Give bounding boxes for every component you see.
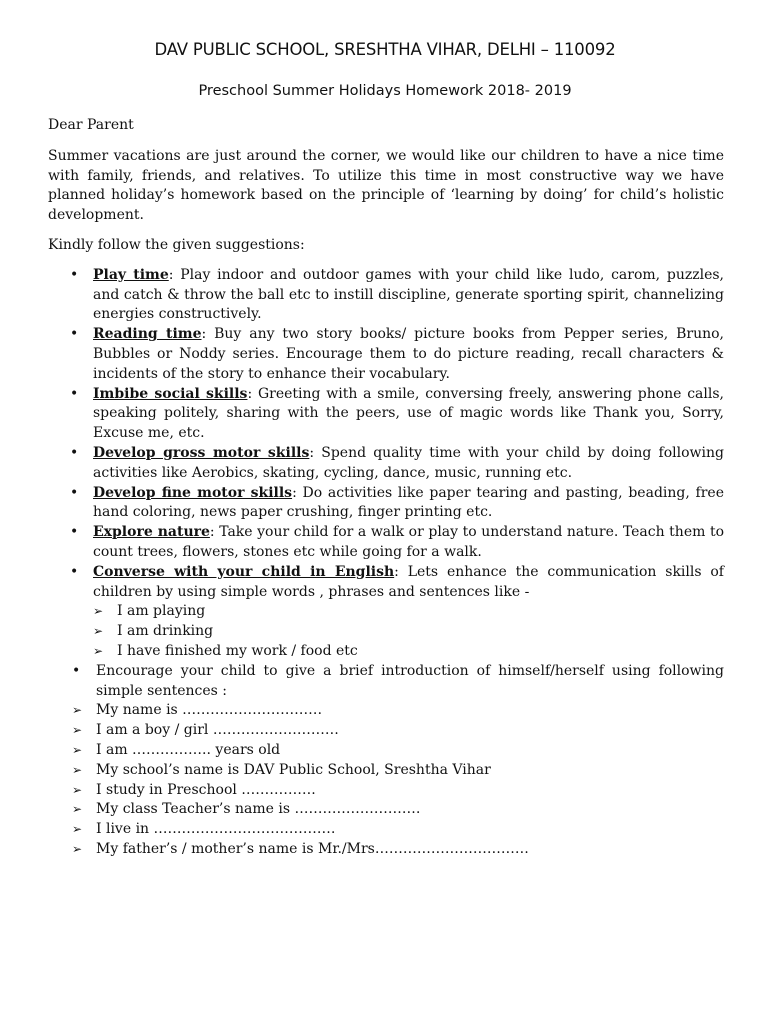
arrow-bullet-icon: ➢ [93, 643, 104, 658]
item-text: : Play indoor and outdoor games with your child like ludo, carom, puzzles, and catch & throw the ball etc to instill discipline, generate sporting spirit, channelizing energies constructively. [93, 266, 725, 323]
item-heading: Explore nature [93, 524, 210, 541]
list-item: ➢ I am drinking [48, 622, 724, 642]
document-title: DAV PUBLIC SCHOOL, SRESHTHA VIHAR, DELHI – 110092 [154, 40, 616, 59]
item-text: : Spend quality time with your child by doing following activities like Aerobics, skating, cycling, dance, music, running etc. [93, 444, 724, 481]
letter-body [48, 116, 724, 860]
item-text: : Take your child for a walk or play to understand nature. Teach them to count trees, flowers, stones etc while going for a walk. [93, 524, 724, 560]
arrow-bullet-icon: ➢ [72, 802, 83, 817]
list-item [48, 325, 724, 384]
arrow-bullet-icon: ➢ [72, 762, 83, 777]
item-text: Encourage your child to give a brief introduction of himself/herself using following simple sentences : [96, 662, 724, 699]
arrow-bullet-icon: ➢ [72, 703, 83, 718]
introduction-sentences-list [48, 701, 724, 859]
list-item [48, 385, 724, 444]
english-examples-list [48, 602, 724, 661]
item-heading: Converse with your child in English [93, 563, 395, 580]
list-item: ➢ I live in ………………………………… [48, 820, 724, 840]
arrow-bullet-icon: ➢ [72, 841, 83, 856]
item-heading: Reading time [93, 326, 202, 343]
item-heading: Play time [93, 266, 169, 283]
list-item: ➢ My name is ………………………… [48, 701, 724, 721]
list-item: ➢ My father’s / mother’s name is Mr./Mrs…………………………… [48, 840, 724, 860]
item-heading: Develop gross motor skills [93, 444, 310, 461]
list-item: ➢ My class Teacher’s name is ……………………… [48, 800, 724, 820]
bullet-icon: • [72, 662, 81, 679]
intro-paragraph: Summer vacations are just around the corner, we would like our children to have a nice time with family, friends, and relatives. To utilize this time in most constructive way we have planned holiday’s homework based on the principle of ‘learning by doing’ for child’s holistic development. [48, 147, 724, 224]
bullet-icon: • [70, 524, 79, 541]
arrow-bullet-icon: ➢ [72, 822, 83, 837]
item-text: : Greeting with a smile, conversing freely, answering phone calls, speaking politely, sharing with the peers, use of magic words like Thank you, Sorry, Excuse me, etc. [93, 385, 724, 442]
list-item: ➢ My school’s name is DAV Public School, Sreshtha Vihar [48, 761, 724, 781]
item-heading: Imbibe social skills [93, 385, 248, 402]
bullet-icon: • [70, 326, 79, 343]
list-item: ➢ I study in Preschool ……………. [48, 781, 724, 801]
arrow-bullet-icon: ➢ [93, 604, 104, 619]
bullet-icon: • [70, 563, 79, 580]
list-item [48, 484, 724, 524]
arrow-bullet-icon: ➢ [72, 742, 83, 757]
list-item [48, 662, 724, 860]
list-item: ➢ I am playing [48, 602, 724, 622]
arrow-bullet-icon: ➢ [72, 723, 83, 738]
list-item: ➢ I am …………….. years old [48, 741, 724, 761]
arrow-bullet-icon: ➢ [72, 782, 83, 797]
item-text: : Do activities like paper tearing and pasting, beading, free hand coloring, news paper crushing, finger printing etc. [93, 484, 724, 521]
item-heading: Develop fine motor skills [93, 484, 293, 501]
suggestion-list [48, 266, 724, 860]
bullet-icon: • [70, 444, 79, 461]
list-item [48, 266, 724, 325]
item-text: : Buy any two story books/ picture books from Pepper series, Bruno, Bubbles or Noddy series. Encourage them to do picture reading, recall characters & incidents of the story to enhance their vocabulary. [93, 326, 724, 382]
instructions-line: Kindly follow the given suggestions: [48, 236, 305, 253]
list-item [48, 444, 724, 484]
list-item [48, 523, 724, 563]
list-item [48, 563, 724, 662]
bullet-icon: • [70, 266, 79, 283]
list-item: ➢ I am a boy / girl ……………………… [48, 721, 724, 741]
bullet-icon: • [70, 484, 79, 501]
arrow-bullet-icon: ➢ [93, 624, 104, 639]
list-item: ➢ I have finished my work / food etc [48, 642, 724, 662]
document-subtitle: Preschool Summer Holidays Homework 2018- 2019 [198, 83, 572, 99]
greeting: Dear Parent [48, 117, 134, 133]
bullet-icon: • [70, 385, 79, 402]
item-text: : Lets enhance the communication skills of children by using simple words , phrases and sentences like - [93, 563, 724, 600]
